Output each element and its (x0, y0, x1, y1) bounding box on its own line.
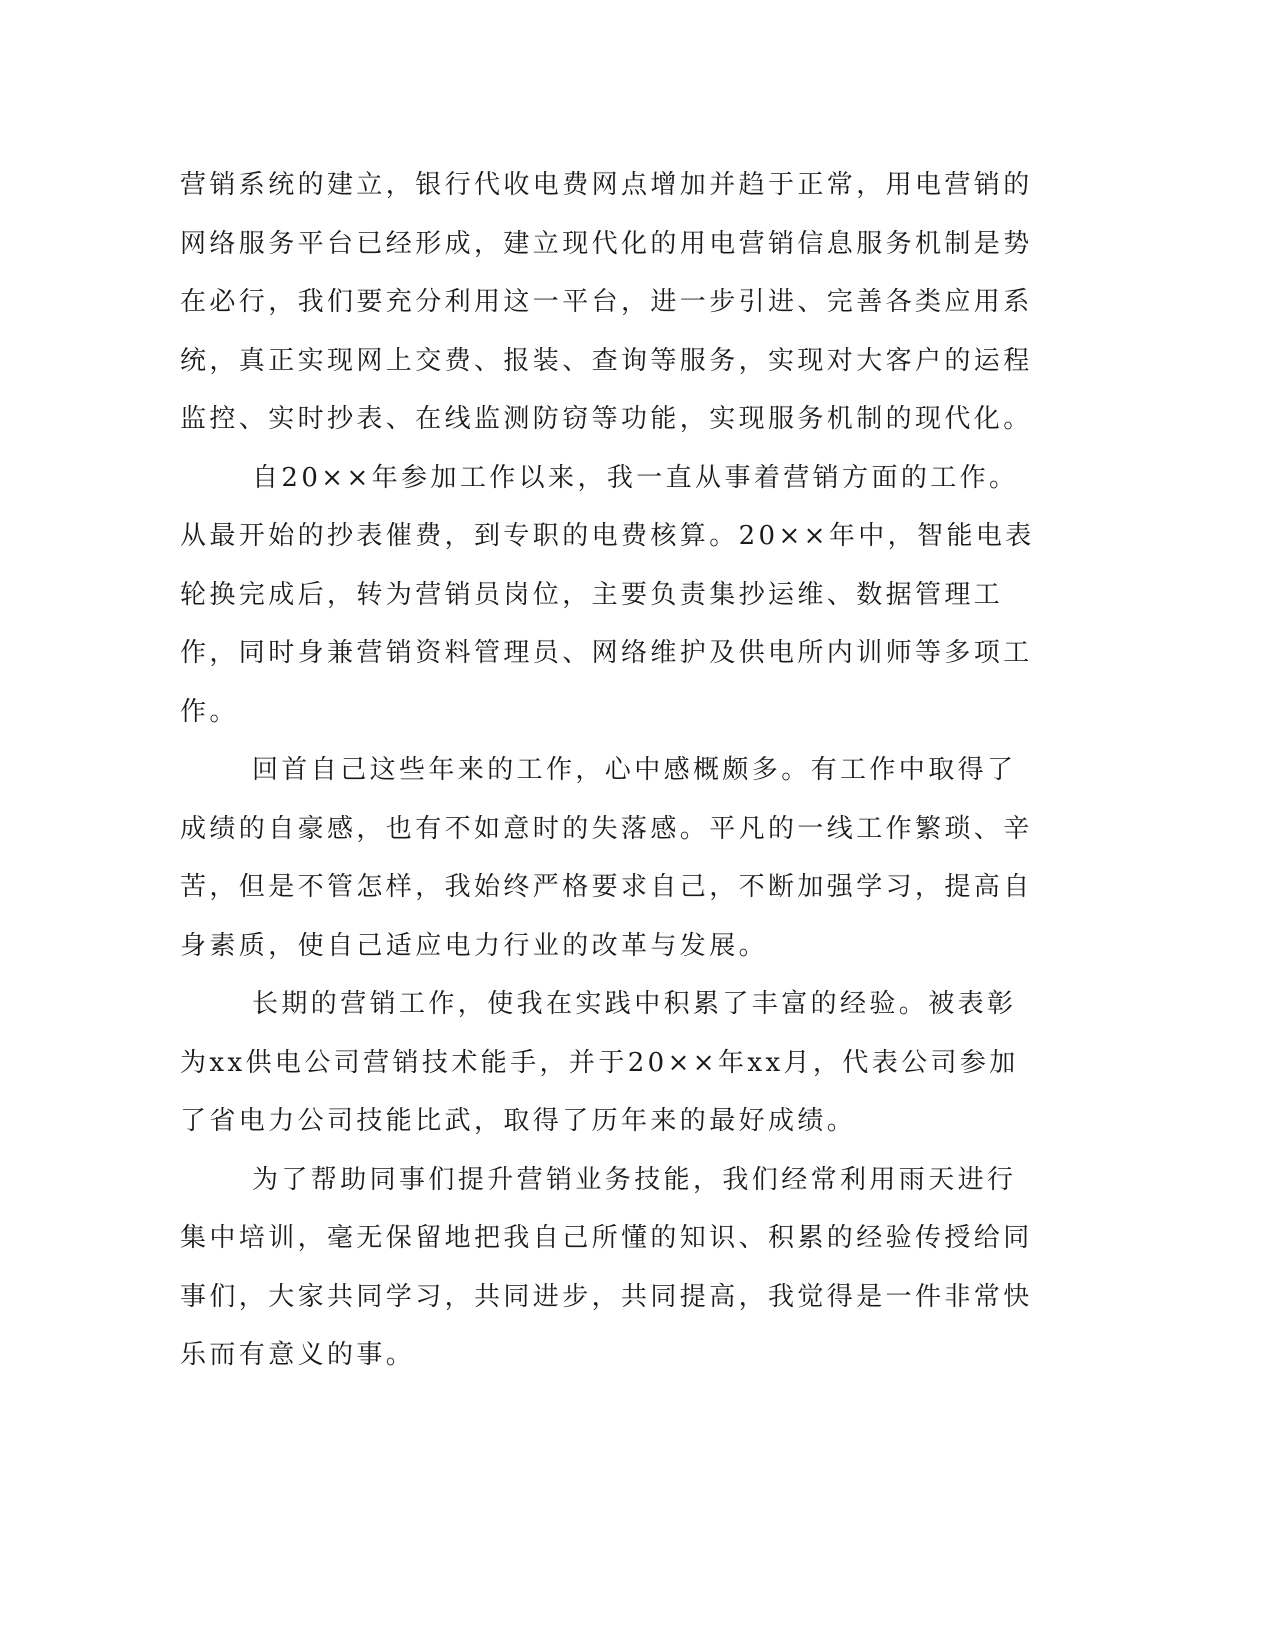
document-body (180, 156, 1040, 1385)
paragraph-5: 为了帮助同事们提升营销业务技能，我们经常利用雨天进行集中培训，毫无保留地把我自己所懂的知识、积累的经验传授给同事们，大家共同学习，共同进步，共同提高，我觉得是一件非常快乐而有意义的事。 (180, 1164, 1033, 1370)
paragraph-1: 营销系统的建立，银行代收电费网点增加并趋于正常，用电营销的网络服务平台已经形成，建立现代化的用电营销信息服务机制是势在必行，我们要充分利用这一平台，进一步引进、完善各类应用系统，真正实现网上交费、报装、查询等服务，实现对大客户的运程监控、实时抄表、在线监测防窃等功能，实现服务机制的现代化。 (180, 170, 1033, 434)
paragraph-3: 回首自己这些年来的工作，心中感概颇多。有工作中取得了成绩的自豪感，也有不如意时的失落感。平凡的一线工作繁琐、辛苦，但是不管怎样，我始终严格要求自己，不断加强学习，提高自身素质，使自己适应电力行业的改革与发展。 (180, 755, 1033, 961)
paragraph-4: 长期的营销工作，使我在实践中积累了丰富的经验。被表彰为xx供电公司营销技术能手，并于20××年xx月，代表公司参加了省电力公司技能比武，取得了历年来的最好成绩。 (180, 989, 1019, 1136)
paragraph-2: 自20××年参加工作以来，我一直从事着营销方面的工作。从最开始的抄表催费，到专职的电费核算。20××年中，智能电表轮换完成后，转为营销员岗位，主要负责集抄运维、数据管理工作，同时身兼营销资料管理员、网络维护及供电所内训师等多项工作。 (180, 462, 1035, 727)
